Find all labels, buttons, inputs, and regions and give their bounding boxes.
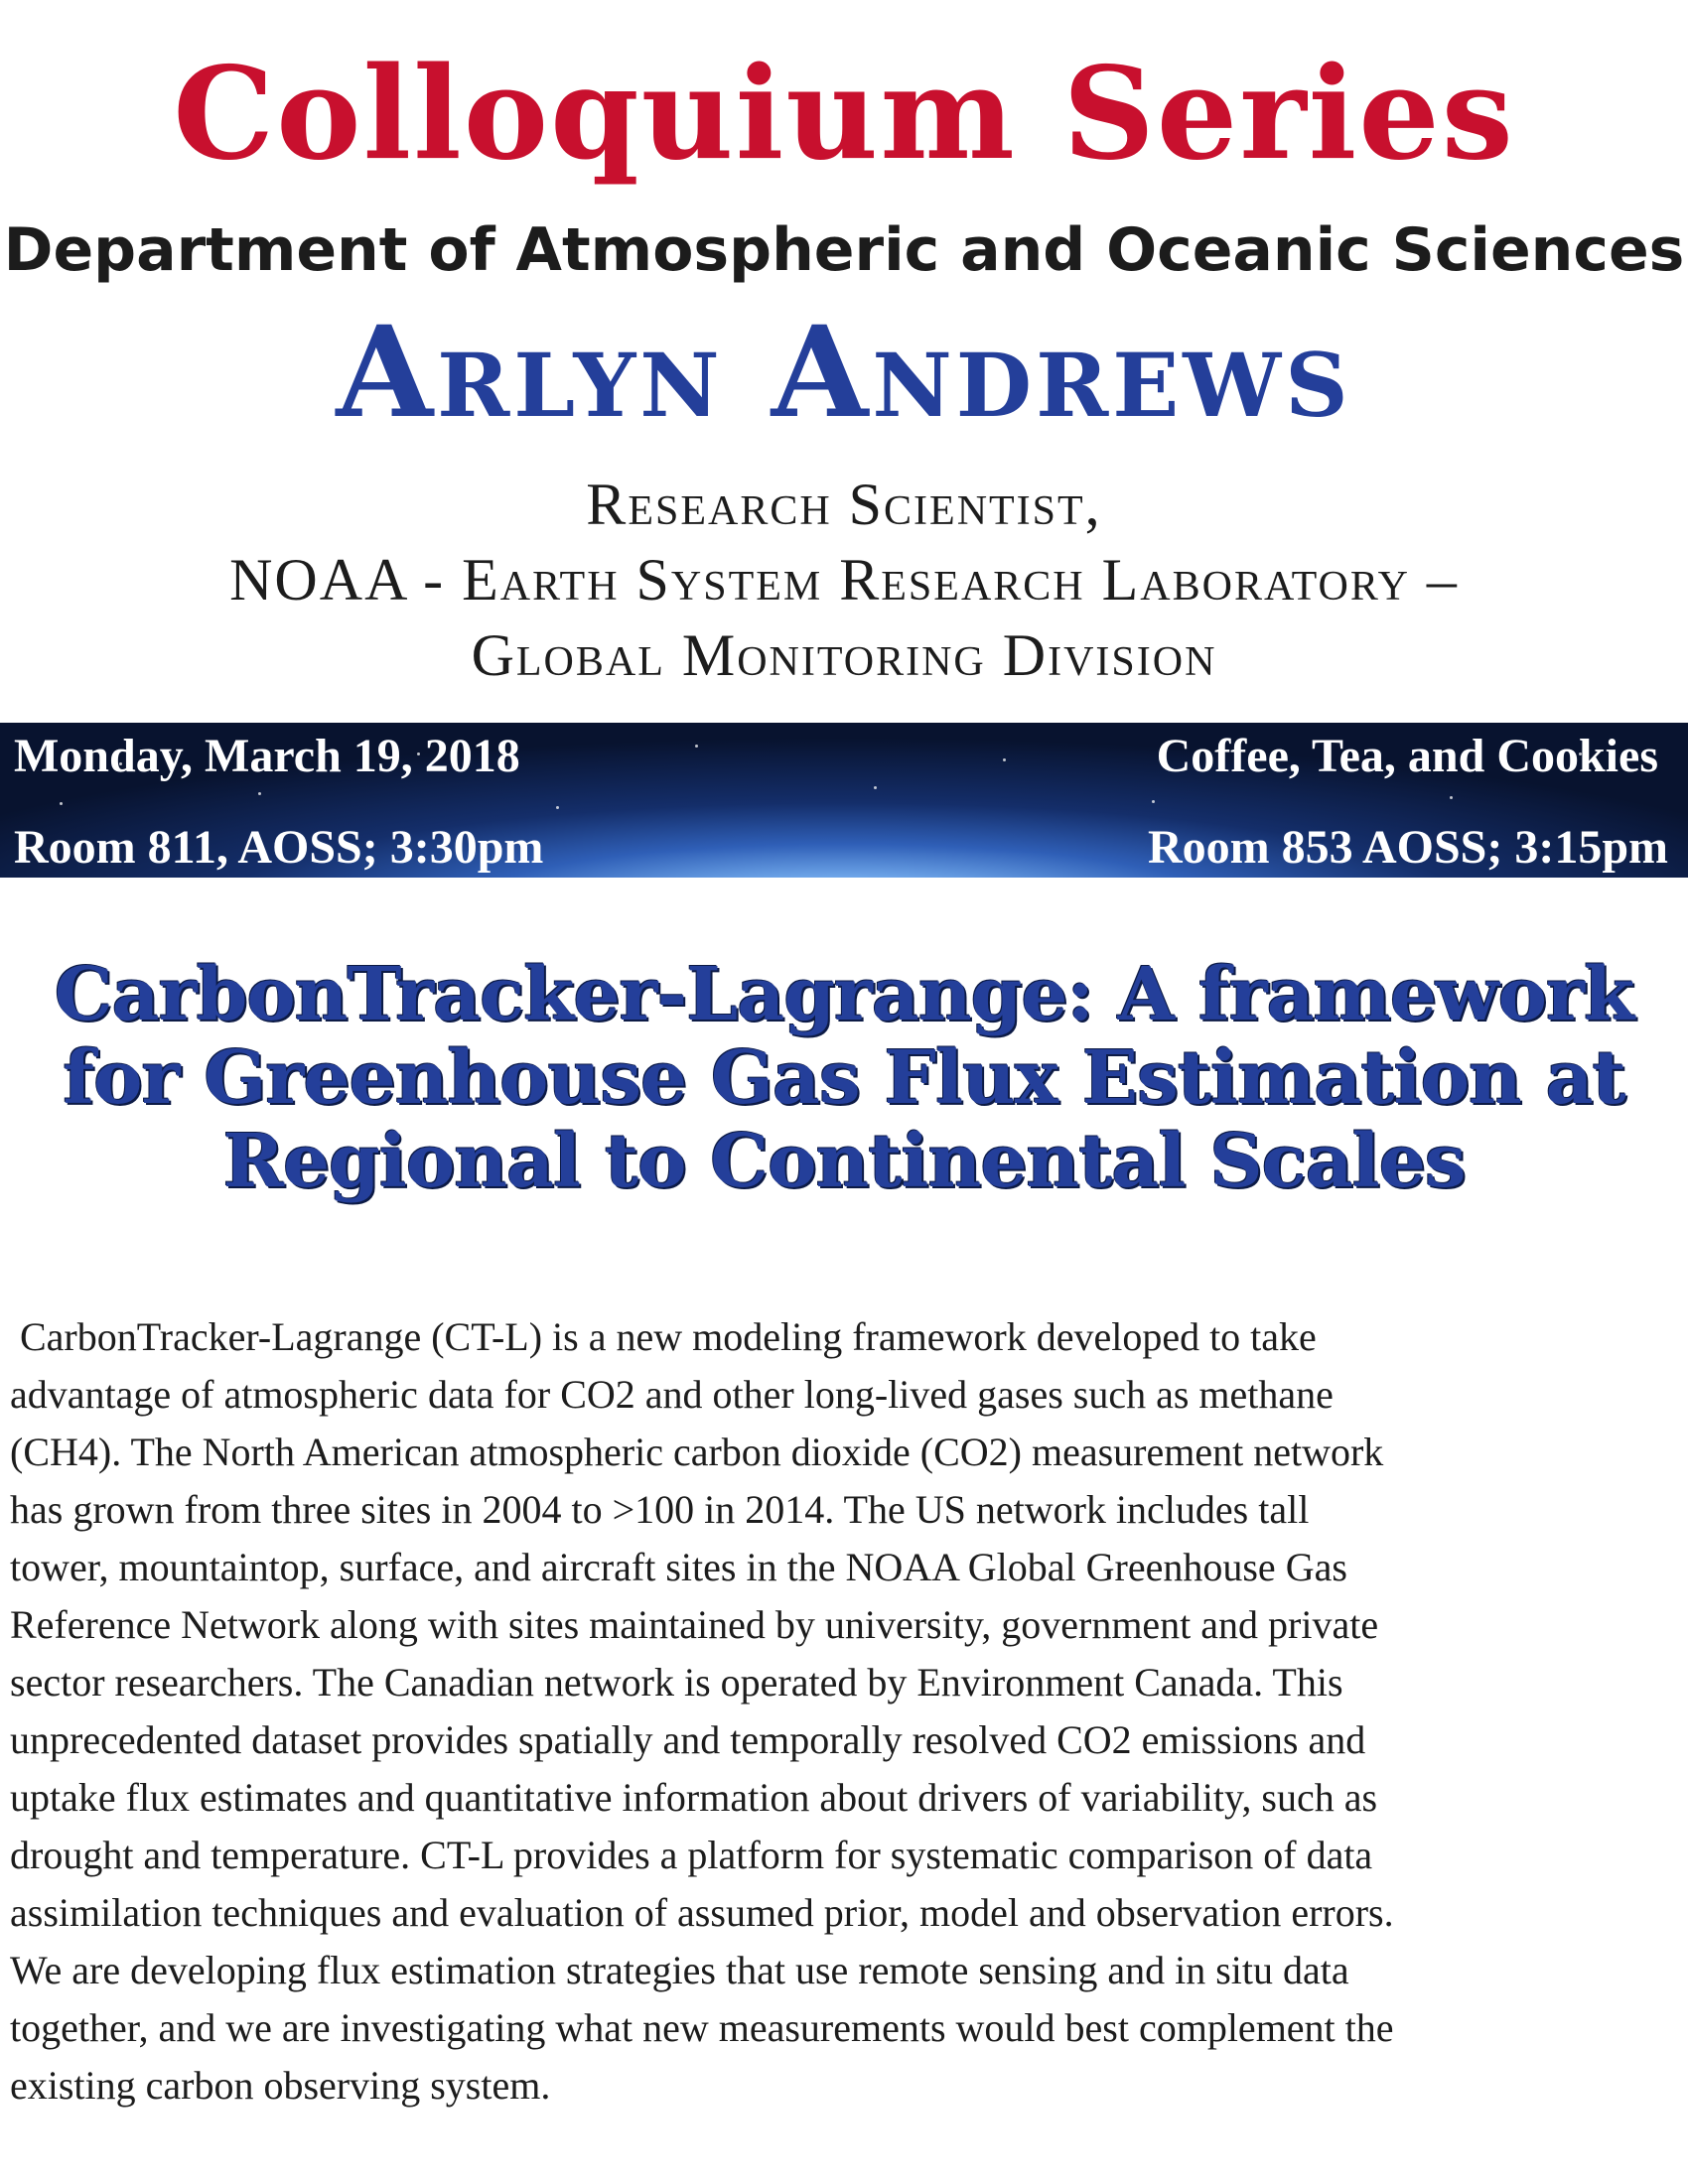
abstract-line: (CH4). The North American atmospheric carbon dioxide (CO2) measurement network (10, 1430, 1384, 1474)
abstract-line: We are developing flux estimation strategies that use remote sensing and in situ data (10, 1948, 1349, 1992)
abstract-line: drought and temperature. CT-L provides a platform for systematic comparison of data (10, 1833, 1373, 1877)
department-name: Department of Atmospheric and Oceanic Sciences (3, 215, 1685, 285)
abstract-line: has grown from three sites in 2004 to >100 in 2014. The US network includes tall (10, 1487, 1310, 1532)
event-info-banner (0, 723, 1688, 878)
abstract-line: uptake flux estimates and quantitative information about drivers of variability, such as (10, 1775, 1378, 1820)
talk-location: Room 811, AOSS; 3:30pm (14, 821, 544, 874)
affiliation-line: NOAA - Earth System Research Laboratory – (229, 547, 1459, 613)
speaker-affiliation (0, 467, 1688, 693)
abstract-line: assimilation techniques and evaluation of assumed prior, model and observation errors. (10, 1890, 1394, 1935)
abstract-line: advantage of atmospheric data for CO2 and other long-lived gases such as methane (10, 1372, 1334, 1417)
abstract-line: CarbonTracker-Lagrange (CT-L) is a new modeling framework developed to take (10, 1314, 1317, 1359)
series-title: Colloquium Series (173, 40, 1515, 189)
event-date: Monday, March 19, 2018 (14, 730, 520, 782)
abstract-line: unprecedented dataset provides spatially and temporally resolved CO2 emissions and (10, 1717, 1366, 1762)
affiliation-line: Research Scientist, (586, 472, 1102, 537)
abstract-line: Reference Network along with sites maintained by university, government and private (10, 1602, 1379, 1647)
abstract-line: together, and we are investigating what new measurements would best complement the (10, 2005, 1394, 2050)
abstract-text (10, 1308, 1678, 2115)
abstract-line: tower, mountaintop, surface, and aircraft sites in the NOAA Global Greenhouse Gas (10, 1545, 1347, 1589)
speaker-name: Arlyn Andrews (336, 299, 1352, 446)
refreshments-label: Coffee, Tea, and Cookies (1156, 730, 1658, 782)
talk-title (20, 953, 1668, 1203)
talk-title-line: Regional to Continental Scales (222, 1119, 1466, 1204)
talk-title-line: for Greenhouse Gas Flux Estimation at (63, 1035, 1625, 1121)
affiliation-line: Global Monitoring Division (471, 622, 1217, 688)
abstract-line: sector researchers. The Canadian network is operated by Environment Canada. This (10, 1660, 1343, 1705)
talk-title-line: CarbonTracker-Lagrange: A framework (54, 952, 1634, 1037)
refreshments-location: Room 853 AOSS; 3:15pm (1147, 821, 1668, 874)
abstract-line: existing carbon observing system. (10, 2063, 551, 2108)
